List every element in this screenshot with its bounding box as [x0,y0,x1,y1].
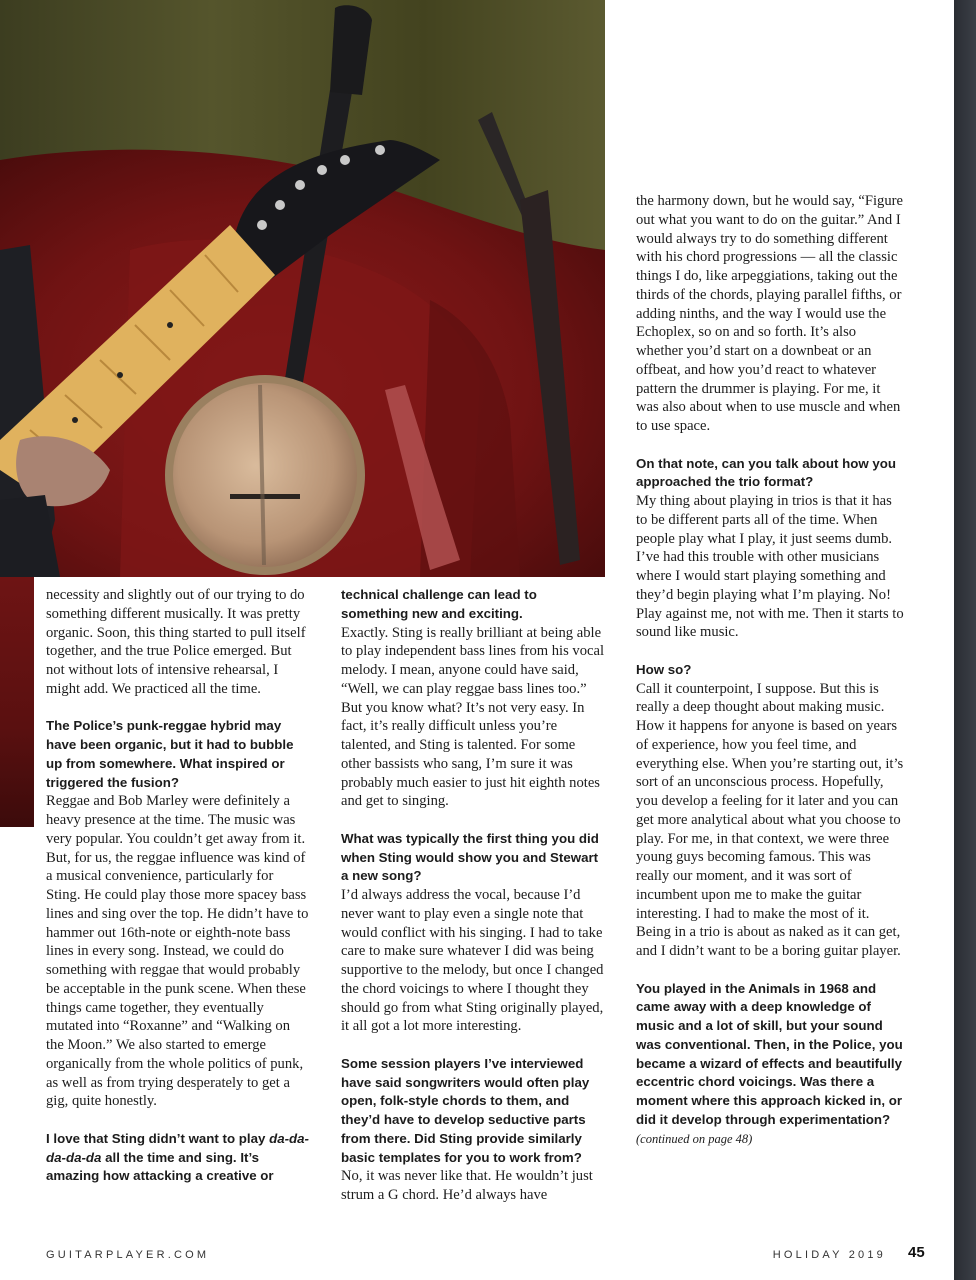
footer-issue: HOLIDAY 2019 [772,1249,886,1261]
column-3 [636,192,904,1148]
interview-answer: Reggae and Bob Marley were definitely a heavy presence at the time. The music was very popular. You couldn’t get away from it. But, for us, the reggae influence was kind of a musical convenience, particularly for Sting. He could play those more spacey bass lines and sing over the top. He didn’t have to hammer out 16th-note or eighth-note bass lines in every song. Instead, we could do something with reggae that would probably be acceptable in the punk scene. When these things came together, they eventually mutated into “Roxanne” and “Walking on the Moon.” We also started to emerge organically from the whole politics of punk, as well as from trying desperately to get a gig, quite honestly. [46,793,309,1110]
interview-question [636,980,904,1149]
interview-question [46,1130,311,1186]
page-edge-bar [954,0,976,1280]
footer-site-name: GUITARPLAYER.COM [46,1249,210,1261]
question-text: I love that Sting didn’t want to play [46,1130,270,1146]
paragraph: necessity and slightly out of our trying to do something different musically. It was pretty organic. Soon, this thing started to pull itself together, and the true Police emerged. But not without lots of intensive rehearsal, I might add. We practiced all the time. [46,587,306,697]
photo-illustration [0,0,605,577]
interview-answer: Exactly. Sting is really brilliant at being able to play independent bass lines from his vocal melody. I mean, anyone could have said, “Well, we can play reggae bass lines too.” But you know what? It’s not very easy. In fact, it’s really difficult unless you’re talented, and Sting is talented. For some other bassists who sang, I’m sure it was probably much easier to just hit eighth notes and get to singing. [341,624,605,810]
interview-answer: I’d always address the vocal, because I’d never want to play even a single note that would conflict with his singing. I had to take care to make sure whatever I did was being supportive to the melody, but once I changed the chord voicings to where I thought they should go from what Sting originally played, it all got a lot more interesting. [341,887,604,1035]
interview-answer-continued: the harmony down, but he would say, “Figure out what you want to do on the guitar.” And I would always try to do something different with his chord progressions — all the classic things I do, like arpeggiations, taking out the thirds of the chords, playing parallel fifths, or adding ninths, and the way I would use the Echoplex, so on and so forth. It’s also whether you’d start on a downbeat or an offbeat, and how you’d react to whatever pattern the drummer is playing. For me, it was also about when to use muscle and when to use space. [636,193,903,434]
interview-question: How so? [636,661,692,677]
continued-note: (continued on page 48) [636,1131,753,1146]
interview-answer: No, it was never like that. He wouldn’t just strum a G chord. He’d always have [341,1168,593,1203]
interview-question-continued: technical challenge can lead to something new and exciting. [341,587,537,621]
feature-photo [0,0,605,577]
interview-answer: Call it counterpoint, I suppose. But this is really a deep thought about making music. How it happens for anyone is based on years of experience, how you feel time, and everything else. When you’re starting out, it’s sort of an unconscious process. Hopefully, you develop a feeling for it later and you can get more analytical about what you choose to play. For me, in that context, we were three young guys becoming famous. This was really our moment, and it was sort of incumbent upon me to make the guitar interesting. I had to make the most of it. Being in a trio is about as naked as it can get, and I didn’t want to be a boring guitar player. [636,680,904,959]
interview-question: The Police’s punk-reggae hybrid may have been organic, but it had to bubble up from somewhere. What inspired or triggered the fusion? [46,718,294,790]
interview-answer: My thing about playing in trios is that it has to be different parts all of the time. When people play what I play, it just seems dumb. I’ve had this trouble with other musicians where I would start playing something and they’d begin playing what I’m playing. No! Play against me, not with me. Then it starts to sound like music. [636,493,904,641]
question-text: You played in the Animals in 1968 and came away with a deep knowledge of music and a lot of skill, but your sound was conventional. Then, in the Police, you became a wizard of effects and beautifully eccentric chord voicings. Was there a moment where this approach kicked in, or did it develop through experimentation? [636,980,903,1127]
question-text: all the time and sing. It’s amazing how attacking a creative or [46,1149,274,1184]
page-number: 45 [908,1244,925,1261]
interview-question: Some session players I’ve interviewed have said songwriters would often play open, folk-style chords to them, and they’d have to develop seductive parts from there. Did Sting provide similarly basic templates for you to work from? [341,1055,590,1165]
interview-question: What was typically the first thing you did when Sting would show you and Stewart a new song? [341,830,599,884]
column-1 [46,586,311,1186]
photo-strip [0,577,34,827]
interview-question: On that note, can you talk about how you approached the trio format? [636,455,897,490]
question-italic-text: da-da-da-da-da [46,1130,309,1165]
column-2 [341,586,606,1205]
